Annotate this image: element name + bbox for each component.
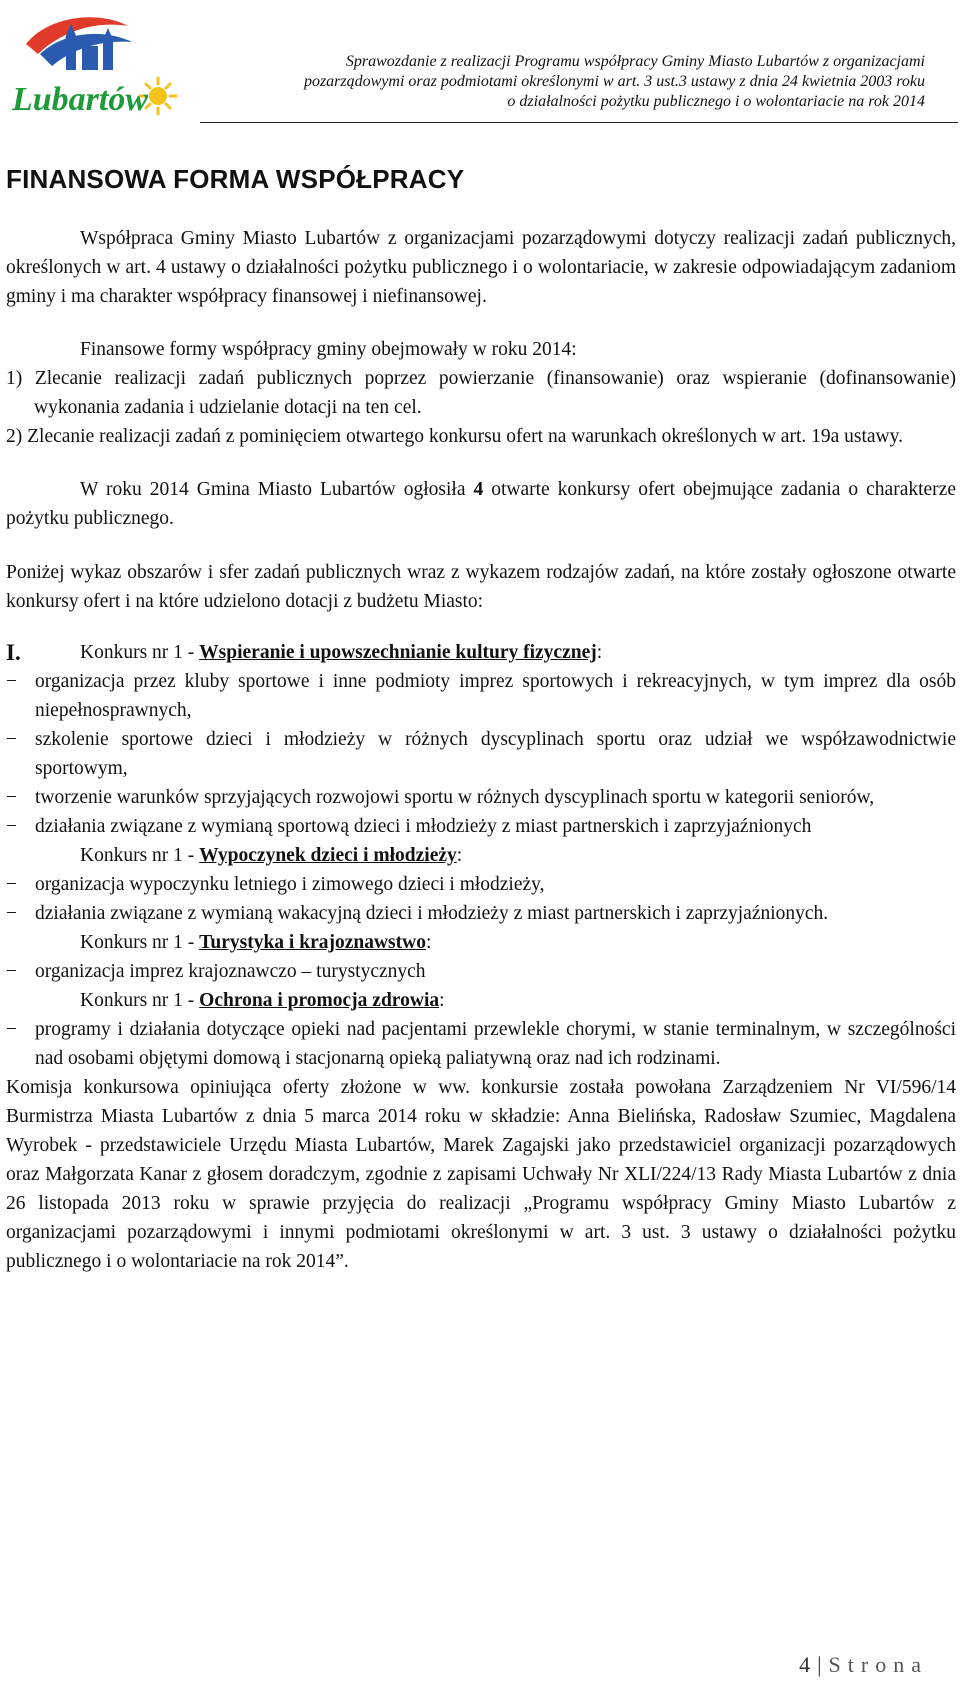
header-line-3: o działalności pożytku publicznego i o wolontariacie na rok 2014	[507, 93, 925, 110]
header-line-1: Sprawozdanie z realizacji Programu współpracy Gminy Miasto Lubartów z organizacjami	[345, 53, 925, 70]
konkurs-4-heading: Konkurs nr 1 - Ochrona i promocja zdrowia:	[80, 990, 445, 1011]
list-item: − tworzenie warunków sprzyjających rozwojowi sportu w różnych dyscyplinach sportu w kategorii seniorów,	[6, 783, 956, 812]
header-line-2: pozarządowymi oraz podmiotami określonymi w art. 3 ust.3 ustawy z dnia 24 kwietnia 2003 roku	[303, 73, 925, 90]
logo-wordmark: Lubartów	[12, 81, 149, 118]
konkurs-1-heading: Konkurs nr 1 - Wspieranie i upowszechnianie kultury fizycznej:	[80, 642, 603, 663]
dash-bullet: −	[6, 1019, 17, 1040]
list-item: − programy i działania dotyczące opieki nad pacjentami przewlekle chorymi, w stanie terminalnym, w szczególności nad osobami objętymi domową i stacjonarną opieką paliatywną oraz nad ich rodzinami.	[6, 1015, 956, 1073]
forms-intro: Finansowe formy współpracy gminy obejmowały w roku 2014:	[80, 339, 577, 360]
contests-paragraph	[6, 475, 956, 533]
konkurs-2-heading: Konkurs nr 1 - Wypoczynek dzieci i młodzieży:	[80, 845, 463, 866]
contests-text-before: W roku 2014 Gmina Miasto Lubartów ogłosiła	[80, 479, 474, 500]
dash-bullet: −	[6, 874, 17, 895]
list-item: − działania związane z wymianą sportową dzieci i młodzieży z miast partnerskich i zaprzyjaźnionych	[6, 812, 956, 841]
list-item: − organizacja imprez krajoznawczo – turystycznych	[6, 957, 956, 986]
form-item-1: 1) Zlecanie realizacji zadań publicznych poprzez powierzanie (finansowanie) oraz wspieranie (dofinansowanie) wykonania zadania i udzielanie dotacji na ten cel.	[6, 368, 956, 418]
page-separator: |	[817, 1652, 823, 1677]
page-label: Strona	[828, 1652, 928, 1677]
form-item-2: 2) Zlecanie realizacji zadań z pominięciem otwartego konkursu ofert na warunkach określonych w art. 19a ustawy.	[6, 426, 903, 447]
logo-graphic	[8, 6, 188, 124]
header-divider	[200, 122, 958, 123]
dash-bullet: −	[6, 903, 17, 924]
dash-bullet: −	[6, 787, 17, 808]
lubartow-logo	[8, 6, 188, 124]
intro-paragraph: Współpraca Gminy Miasto Lubartów z organizacjami pozarządowymi dotyczy realizacji zadań publicznych, określonych w art. 4 ustawy o działalności pożytku publicznego i o wolontariacie, w zakresie odpowiadającym zadaniom gminy i ma charakter współpracy finansowej i niefinansowej.	[6, 228, 956, 307]
areas-paragraph: Poniżej wykaz obszarów i sfer zadań publicznych wraz z wykazem rodzajów zadań, na które zostały ogłoszone otwarte konkursy ofert i na które udzielono dotacji z budżetu Miasto:	[6, 562, 956, 612]
document-body	[6, 224, 956, 1276]
list-item: − działania związane z wymianą wakacyjną dzieci i młodzieży z miast partnerskich i zaprzyjaźnionych.	[6, 899, 956, 928]
committee-paragraph: Komisja konkursowa opiniująca oferty złożone w ww. konkursie została powołana Zarządzeniem Nr VI/596/14 Burmistrza Miasta Lubartów z dnia 5 marca 2014 roku w składzie: Anna Bielińska, Radosław Szumiec, Magdalena Wyrobek - przedstawiciele Urzędu Miasta Lubartów, Marek Zagajski jako przedstawiciel organizacji pozarządowych oraz Małgorzata Kanar z głosem doradczym, zgodnie z zapisami Uchwały Nr XLI/224/13 Rady Miasta Lubartów z dnia 26 listopada 2013 roku w sprawie przyjęcia do realizacji „Programu współpracy Gminy Miasto Lubartów z organizacjami pozarządowymi i innymi podmiotami określonymi w art. 3 ust. 3 ustawy o działalności pożytku publicznego i o wolontariacie na rok 2014”.	[6, 1077, 956, 1272]
dash-bullet: −	[6, 961, 17, 982]
dash-bullet: −	[6, 671, 17, 692]
page-number-value: 4	[799, 1652, 812, 1677]
konkurs-3-heading: Konkurs nr 1 - Turystyka i krajoznawstwo:	[80, 932, 432, 953]
contests-text-after: otwarte konkursy ofert obejmujące zadania o charakterze pożytku publicznego.	[6, 479, 956, 529]
list-item: − szkolenie sportowe dzieci i młodzieży w różnych dyscyplinach sportu oraz udział we współzawodnictwie sportowym,	[6, 725, 956, 783]
list-item: − organizacja przez kluby sportowe i inne podmioty imprez sportowych i rekreacyjnych, w tym imprez dla osób niepełnosprawnych,	[6, 667, 956, 725]
contests-count: 4	[473, 479, 484, 500]
section-numeral: I.	[6, 640, 21, 665]
dash-bullet: −	[6, 816, 17, 837]
dash-bullet: −	[6, 729, 17, 750]
page-number	[799, 1652, 928, 1678]
section-i-heading	[6, 638, 956, 667]
list-item: − organizacja wypoczynku letniego i zimowego dzieci i młodzieży,	[6, 870, 956, 899]
document-header	[200, 52, 925, 112]
section-heading: FINANSOWA FORMA WSPÓŁPRACY	[6, 164, 465, 194]
